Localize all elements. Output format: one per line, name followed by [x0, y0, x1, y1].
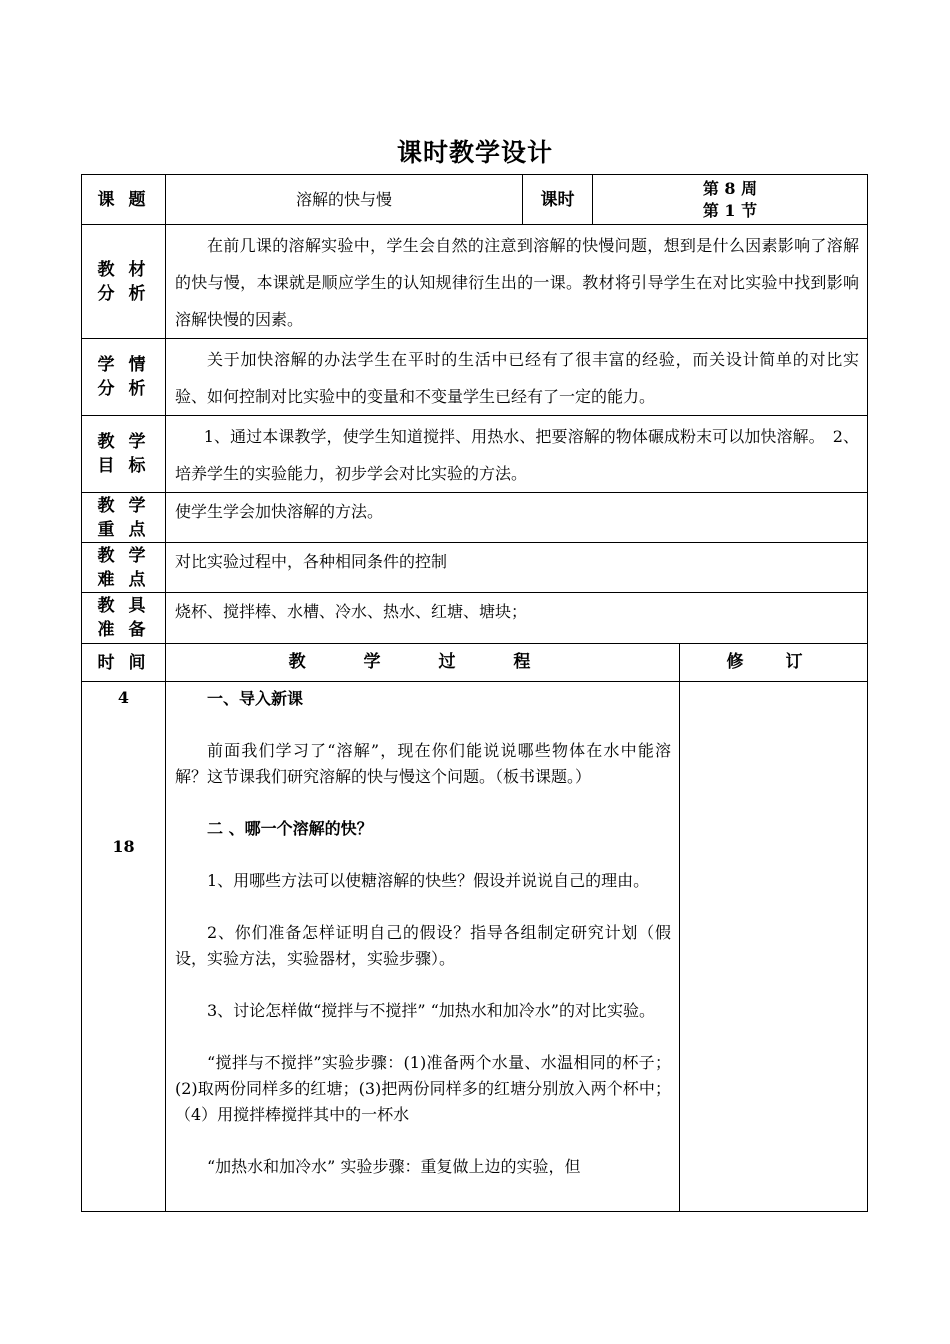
period-week: 第 8 周	[702, 178, 758, 198]
process-body-row	[82, 682, 868, 1212]
difficulties-text: 对比实验过程中，各种相同条件的控制	[166, 543, 868, 593]
difficulties-label-1: 教 学	[97, 545, 150, 566]
process-header-row	[82, 644, 868, 682]
process-cell	[166, 682, 680, 1212]
objectives-label-2: 目 标	[97, 456, 150, 476]
objectives-text: 1、通过本课教学，使学生知道搅拌、用热水、把要溶解的物体碾成粉末可以加快溶解。 2、培养学生的实验能力，初步学会对比实验的方法。	[166, 416, 868, 493]
student-analysis-label-2: 分 析	[97, 379, 150, 399]
difficulties-row	[82, 543, 868, 593]
time-value-1: 4	[117, 688, 130, 707]
material-analysis-label-2: 分 析	[97, 283, 150, 304]
key-points-label-2: 重 点	[97, 519, 150, 540]
objectives-label-1: 教 学	[97, 432, 150, 452]
time-header: 时 间	[82, 644, 166, 682]
section-2-paragraph-3: 3、讨论怎样做“搅拌与不搅拌” “加热水和加冷水”的对比实验。	[207, 1001, 655, 1020]
materials-label-1: 教 具	[97, 596, 150, 616]
document-title: 课时教学设计	[396, 138, 553, 167]
lesson-plan-table	[81, 174, 868, 1212]
process-header: 教 学 过 程	[166, 644, 680, 682]
material-analysis-label-1: 教 材	[97, 259, 150, 280]
topic-label: 课 题	[82, 175, 166, 225]
section-2-paragraph-4: “搅拌与不搅拌”实验步骤：(1)准备两个水量、水温相同的杯子；(2)取两份同样多的红塘；(3)把两份同样多的红塘分别放入两个杯中；（4）用搅拌棒搅拌其中的一杯水	[175, 1053, 671, 1124]
section-2-paragraph-5: “加热水和加冷水” 实验步骤：重复做上边的实验，但	[207, 1157, 581, 1176]
time-cell	[82, 682, 166, 1212]
student-analysis-text: 关于加快溶解的办法学生在平时的生活中已经有了很丰富的经验，而关设计简单的对比实验、如何控制对比实验中的变量和不变量学生已经有了一定的能力。	[166, 339, 868, 416]
material-analysis-text: 在前几课的溶解实验中，学生会自然的注意到溶解的快慢问题，想到是什么因素影响了溶解的快与慢，本课就是顺应学生的认知规律衍生出的一课。教材将引导学生在对比实验中找到影响溶解快慢的因素。	[166, 225, 868, 339]
materials-text: 烧杯、搅拌棒、水槽、冷水、热水、红塘、塘块；	[166, 593, 868, 644]
material-analysis-row	[82, 225, 868, 339]
objectives-row	[82, 416, 868, 493]
topic-value: 溶解的快与慢	[166, 175, 523, 225]
section-2-title: 二 、哪一个溶解的快？	[207, 819, 373, 838]
difficulties-label-2: 难 点	[97, 569, 150, 590]
key-points-text: 使学生学会加快溶解的方法。	[166, 493, 868, 543]
section-1-paragraph-1: 前面我们学习了“溶解”，现在你们能说说哪些物体在水中能溶解？这节课我们研究溶解的快与慢这个问题。（板书课题。）	[175, 741, 671, 786]
revision-cell	[680, 682, 868, 1212]
section-1-title: 一、导入新课	[207, 689, 304, 708]
section-2-paragraph-2: 2、你们准备怎样证明自己的假设？指导各组制定研究计划（假设，实验方法，实验器材，实验步骤）。	[175, 923, 671, 968]
materials-label-2: 准 备	[97, 620, 150, 640]
student-analysis-label-1: 学 情	[97, 355, 150, 375]
key-points-label-1: 教 学	[97, 495, 150, 516]
key-points-row	[82, 493, 868, 543]
period-section: 第 1 节	[702, 200, 758, 220]
time-value-2: 18	[112, 837, 135, 856]
revision-header: 修 订	[680, 644, 868, 682]
period-label: 课时	[523, 175, 593, 225]
materials-row	[82, 593, 868, 644]
student-analysis-row	[82, 339, 868, 416]
section-2-paragraph-1: 1、用哪些方法可以使糖溶解的快些？假设并说说自己的理由。	[207, 871, 650, 890]
topic-row	[82, 175, 868, 225]
